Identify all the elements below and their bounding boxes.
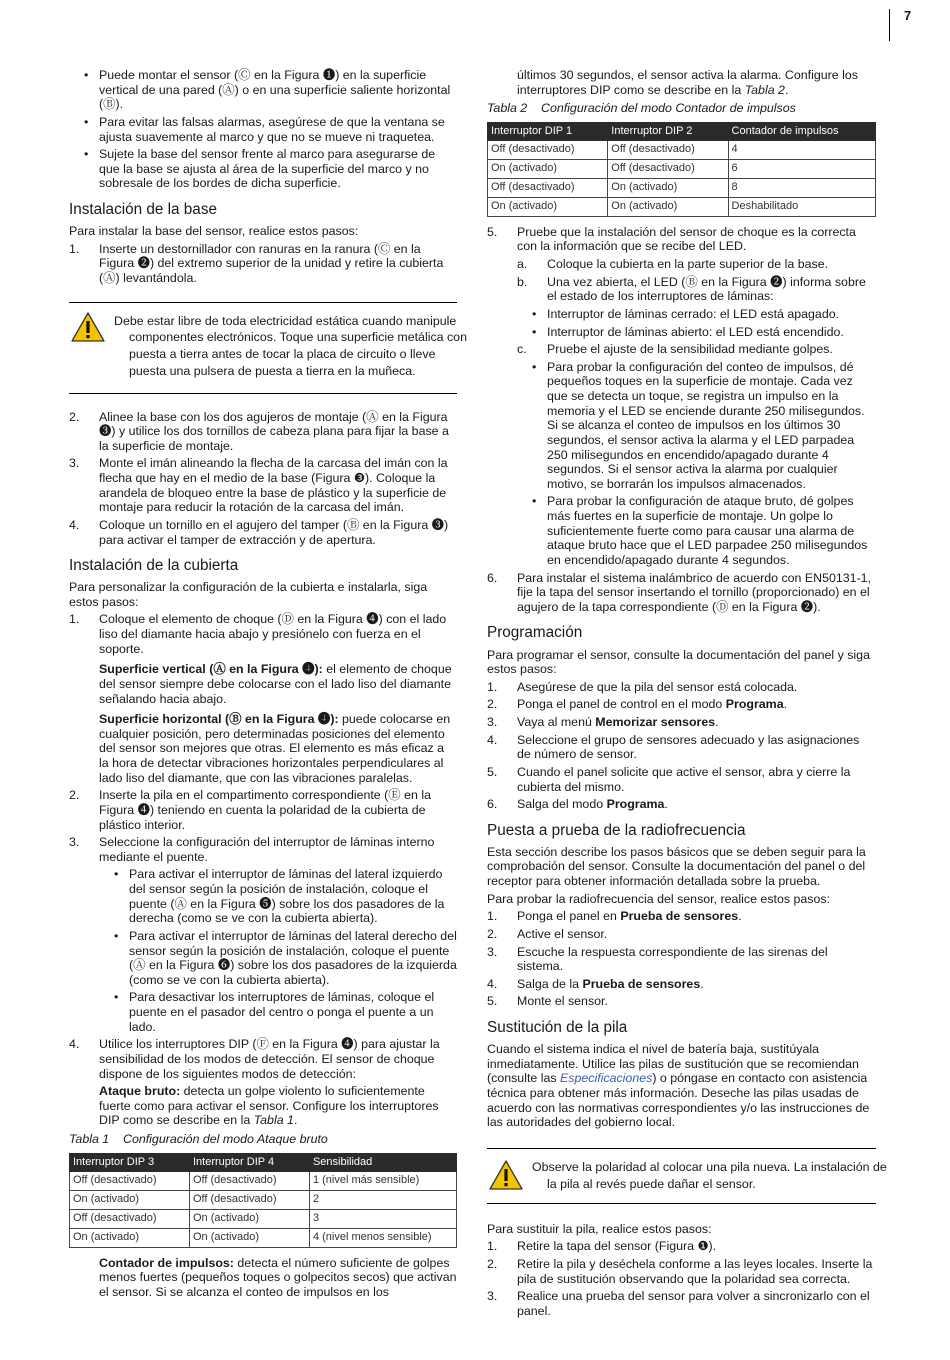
page-number: 7: [904, 8, 912, 23]
list-item: • Para probar la configuración del conteo de impulsos, dé pequeños toques en la superficie de montaje. Cada vez que se detecta un toque, se registra un impulso en la memoria y el LED se enciende durante 250 milisegundos. Si se alcanza el conteo de impulsos en los últimos 30 segundos, el sensor activa la alarma y el LED parpadea 250 milisegundos en encendido/apagado durante 4 segundos. Si el sensor activa la alarma por cualquier motivo, se borrarán los impulsos almacenados.: [517, 360, 876, 492]
column-header: Interruptor DIP 1: [488, 122, 608, 140]
rf-step: 4. Salga de la Prueba de sensores.: [487, 976, 704, 991]
section-heading-base: Instalación de la base: [69, 201, 217, 218]
warning-icon: [70, 311, 106, 343]
sensitivity-bullets: [487, 360, 876, 568]
rf-step: 5. Monte el sensor.: [487, 994, 608, 1009]
cover-step: 6. Para instalar el sistema inalámbrico de acuerdo con EN50131-1, fije la tapa del sensor insertando el tornillo (proporcionado) en el agujero de la tapa correspondiente (Ⓓ en la Figura ❷).: [487, 570, 872, 614]
column-header: Contador de impulsos: [728, 122, 875, 140]
table-ataque-bruto: [69, 1153, 457, 1248]
table-contador-impulsos: [487, 122, 876, 217]
list-item: • Puede montar el sensor (Ⓒ en la Figura ❶) en la superficie vertical de una pared (Ⓐ) o en una superficie saliente horizontal (Ⓑ).: [69, 68, 457, 112]
programming-step: 3. Vaya al menú Memorizar sensores.: [487, 715, 719, 730]
list-item: • Para activar el interruptor de láminas del lateral izquierdo del sensor según la posición de instalación, coloque el puente (Ⓐ en la Figura ❺) sobre los dos pasadores de la derecha (como se ve con la cubierta abierta).: [99, 867, 457, 926]
warning-icon: [488, 1159, 524, 1191]
left-column: [69, 68, 467, 1303]
table-row: On (activado) On (activado) 4 (nivel menos sensible): [70, 1228, 457, 1247]
column-header: Interruptor DIP 3: [70, 1153, 190, 1171]
table-row: On (activado) Off (desactivado) 6: [488, 159, 876, 178]
battery-step: 3. Realice una prueba del sensor para volver a sincronizarlo con el panel.: [487, 1289, 870, 1318]
jumper-bullets: [69, 867, 457, 1034]
section-heading-rf-test: Puesta a prueba de la radiofrecuencia: [487, 821, 746, 839]
contador-note: Contador de impulsos: detecta el número suficiente de golpes menos fuertes (pequeños toques o golpecitos secos) que activan el sensor. Si se alcanza el conteo de impulsos en los: [99, 1255, 457, 1299]
list-item: • Para evitar las falsas alarmas, asegúrese de que la ventana se ajusta suavemente al marco y que no se mueve ni traquetea.: [69, 115, 457, 144]
programming-intro: Para programar el sensor, consulte la documentación del panel y siga estos pasos:: [487, 647, 870, 677]
static-warning: [69, 302, 467, 394]
base-step: 2. Alinee la base con los dos agujeros de montaje (Ⓐ en la Figura ❸) y utilice los dos tornillos de cabeza plana para fijar la base a la superficie de montaje.: [69, 409, 449, 453]
column-header: Interruptor DIP 2: [608, 122, 728, 140]
rf-intro: Esta sección describe los pasos básicos que se deben seguir para la comprobación del sensor. Consulte la documentación del panel o del receptor para obtener información detallada sobre la prueba.: [487, 844, 866, 889]
base-step: 3. Monte el imán alineando la flecha de la carcasa del imán con la flecha que hay en el medio de la base (Figura ❸). Coloque la arandela de bloqueo entre la base de plástico y la superficie de montaje para reducir la rotación de la carcasa del imán.: [69, 456, 448, 515]
table-row: On (activado) On (activado) Deshabilitado: [488, 197, 876, 216]
cover-step: 2. Inserte la pila en el compartimento correspondiente (Ⓔ en la Figura ❹) teniendo en cuenta la polaridad de la cubierta de plástico interior.: [69, 788, 431, 832]
list-item: • Para activar el interruptor de láminas del lateral derecho del sensor según la posición de instalación, coloque el puente (Ⓐ en la Figura ❻) sobre los dos pasadores de la izquierda (como se ve con la cubierta abierta).: [99, 929, 457, 988]
programming-step: 2. Ponga el panel de control en el modo Programa.: [487, 697, 788, 712]
right-column: [487, 68, 887, 1322]
table-row: Off (desactivado) Off (desactivado) 1 (nivel más sensible): [70, 1171, 457, 1190]
table1-caption: Tabla 1 Configuración del modo Ataque bruto: [69, 1132, 328, 1147]
list-item: • Para desactivar los interruptores de láminas, coloque el puente en el pasador del centro o ponga el puente a un lado.: [99, 990, 457, 1034]
battery-intro: Cuando el sistema indica el nivel de batería baja, sustitúyala inmediatamente. Utilice las pilas de sustitución que se recomiendan (consulte las Especificaciones) o póngase en contacto con asistencia técnica para obtener más información. Deseche las pilas usadas de acuerdo con las normativas correspondientes y/o las instrucciones de las autoridades del gobierno local.: [487, 1042, 870, 1130]
cover-intro: Para personalizar la configuración de la cubierta e instalarla, siga estos pasos:: [69, 580, 428, 609]
table-row: On (activado) Off (desactivado) 2: [70, 1190, 457, 1209]
base-step: 1. Inserte un destornillador con ranuras en la ranura (Ⓒ en la Figura ❷) del extremo superior de la unidad y retire la cubierta (Ⓐ) levantándola.: [69, 241, 444, 285]
contador-continuation: últimos 30 segundos, el sensor activa la alarma. Configure los interruptores DIP como se describe en la Tabla 2.: [517, 68, 858, 97]
section-heading-battery: Sustitución de la pila: [487, 1019, 628, 1037]
cover-step: 1. Coloque el elemento de choque (Ⓓ en la Figura ❹) con el lado liso del diamante hacia abajo y presiónelo con fuerza en el soporte.: [69, 612, 447, 656]
programming-step: 5. Cuando el panel solicite que active el sensor, abra y cierre la cubierta del mismo.: [487, 764, 851, 794]
cover-step: 5. Pruebe que la instalación del sensor de choque es la correcta con la información que se recibe del LED.: [487, 224, 856, 254]
polarity-warning: [487, 1148, 887, 1204]
header-rule: [889, 9, 890, 41]
list-item: • Interruptor de láminas cerrado: el LED está apagado.: [517, 307, 876, 322]
ataque-bruto-note: Ataque bruto: detecta un golpe violento lo suficientemente fuerte como para activar el sensor. Configure los interruptores DIP como se describe en la Tabla 1.: [99, 1084, 439, 1128]
column-header: Sensibilidad: [309, 1153, 456, 1171]
battery-step: 2. Retire la pila y deséchela conforme a las leyes locales. Inserte la pila de sustitución observando que la polaridad sea correcta.: [487, 1257, 873, 1286]
sub-step: a. Coloque la cubierta en la parte superior de la base.: [517, 257, 829, 272]
rf-step: 3. Escuche la respuesta correspondiente de las sirenas del sistema.: [487, 944, 828, 974]
table-row: Off (desactivado) On (activado) 3: [70, 1209, 457, 1228]
battery-step: 1. Retire la tapa del sensor (Figura ❶).: [487, 1239, 717, 1254]
intro-bullets: [69, 68, 457, 191]
sub-step: b. Una vez abierta, el LED (Ⓑ en la Figura ❷) informa sobre el estado de los interruptores de láminas:: [517, 274, 866, 304]
table-row: Off (desactivado) On (activado) 8: [488, 178, 876, 197]
list-item: • Sujete la base del sensor frente al marco para asegurarse de que la base se ajusta al área de la superficie del marco y no sobresale de los bordes de dicha superficie.: [69, 147, 457, 191]
rf-intro-2: Para probar la radiofrecuencia del sensor, realice estos pasos:: [487, 891, 830, 906]
programming-step: 4. Seleccione el grupo de sensores adecuado y las asignaciones de número de sensor.: [487, 732, 860, 762]
programming-step: 6. Salga del modo Programa.: [487, 797, 668, 812]
vertical-surface-note: Superficie vertical (Ⓐ en la Figura ❹): el elemento de choque del sensor siempre debe colocarse con el lado liso del diamante señalando hacia abajo.: [99, 662, 452, 706]
warning-text: Debe estar libre de toda electricidad estática cuando manipule componentes electrónicos. Toque una superficie metálica con puesta a tierra antes de tocar la placa de circuito o lleve puesta una pulsera de puesta a tierra en la muñeca.: [114, 313, 467, 378]
list-item: • Interruptor de láminas abierto: el LED está encendido.: [517, 325, 876, 340]
cover-step: 3. Seleccione la configuración del interruptor de láminas interno mediante el puente.: [69, 835, 435, 864]
section-heading-cover: Instalación de la cubierta: [69, 557, 239, 575]
base-intro: Para instalar la base del sensor, realice estos pasos:: [69, 224, 359, 239]
sub-step: c. Pruebe el ajuste de la sensibilidad mediante golpes.: [517, 342, 833, 357]
cover-step: 4. Utilice los interruptores DIP (Ⓕ en la Figura ❹) para ajustar la sensibilidad de los modos de detección. El sensor de choque dispone de los siguientes modos de detección:: [69, 1037, 440, 1081]
rf-step: 1. Ponga el panel en Prueba de sensores.: [487, 909, 742, 924]
base-step: 4. Coloque un tornillo en el agujero del tamper (Ⓑ en la Figura ❸) para activar el tamper de extracción y de apertura.: [69, 517, 449, 547]
specifications-link[interactable]: Especificaciones: [560, 1071, 653, 1086]
list-item: • Para probar la configuración de ataque bruto, dé golpes más fuertes en la superficie de montaje. Un golpe lo suficientemente fuerte como para causar una alarma de ataque bruto hace que el LED parpadee 250 milisegundos en encendido/apagado durante 4 segundos.: [517, 494, 876, 567]
table-row: Off (desactivado) Off (desactivado) 4: [488, 140, 876, 159]
horizontal-surface-note: Superficie horizontal (Ⓑ en la Figura ❹): puede colocarse en cualquier posición, pero determinadas posiciones del elemento del sensor son mejores que otras. El elemento es más eficaz a la hora de detectar vibraciones horizontales perpendiculares al lado liso del diamante, que con las vibraciones paralelas.: [99, 712, 451, 785]
programming-step: 1. Asegúrese de que la pila del sensor está colocada.: [487, 679, 798, 694]
battery-steps-intro: Para sustituir la pila, realice estos pasos:: [487, 1221, 712, 1236]
led-bullets: [487, 307, 876, 339]
warning-text: Observe la polaridad al colocar una pila nueva. La instalación de la pila al revés puede dañar el sensor.: [532, 1159, 887, 1191]
section-heading-programming: Programación: [487, 624, 583, 642]
column-header: Interruptor DIP 4: [189, 1153, 309, 1171]
rf-step: 2. Active el sensor.: [487, 926, 608, 941]
table2-caption: Tabla 2 Configuración del modo Contador de impulsos: [487, 101, 796, 116]
